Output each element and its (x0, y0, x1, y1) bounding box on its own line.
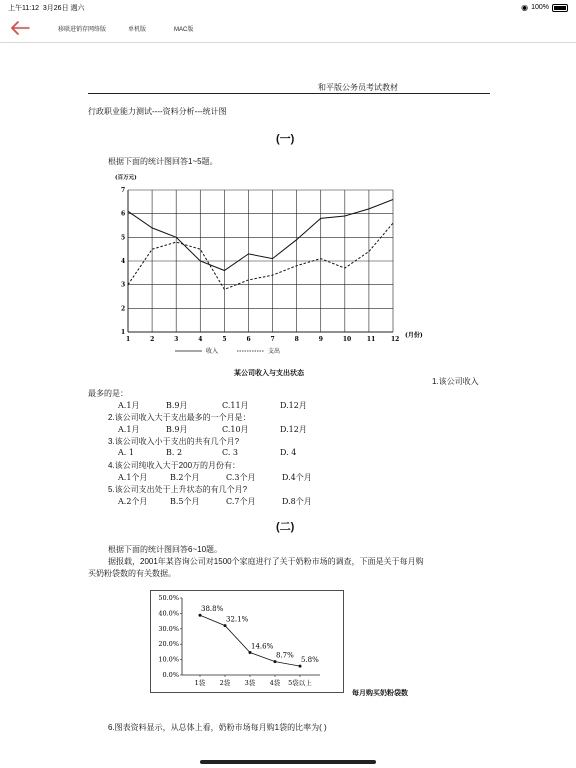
chart1-ytick-label: 7 (121, 187, 126, 194)
chart1-x-ticks (126, 336, 399, 343)
chart1-xtick-label: 7 (270, 336, 275, 343)
chart1-ytick-label: 5 (121, 234, 126, 242)
question5-option-c: C.7个月 (226, 497, 256, 506)
question1-option-d: D.12月 (280, 401, 307, 410)
question3-option-d: D. 4 (280, 448, 297, 457)
chart2-point (249, 651, 252, 654)
chart1-xtick-label: 8 (294, 336, 299, 343)
question5-option-b: B.5个月 (170, 497, 200, 506)
question4-option-c: C.3个月 (226, 473, 256, 482)
chart2-x-ticks (195, 675, 313, 687)
status-date: 3月26日 週六 (42, 5, 85, 12)
section1-intro: 根据下面的统计图回答1~5题。 (108, 157, 218, 166)
chart1-ytick-label: 4 (121, 258, 126, 265)
home-indicator (200, 760, 376, 764)
legend-income-label: 收入 (206, 348, 219, 355)
status-time-date (8, 3, 85, 13)
milk-powder-bags-line-chart (150, 590, 350, 695)
chart1-caption: 某公司收入与支出状态 (234, 370, 304, 377)
question3-option-a: A. 1 (118, 448, 134, 457)
question3-option-c: C. 3 (222, 448, 239, 457)
chart2-point (274, 660, 277, 663)
chart2-caption: 每月购买奶粉袋数 (352, 690, 408, 697)
question2-option-a: A.1月 (118, 425, 140, 434)
question6-partial: 6.图表资料显示，从总体上看，奶粉市场每月购1袋的比率为( ) (108, 723, 327, 732)
section2-intro: 根据下面的统计图回答6~10题。 (108, 545, 223, 554)
wifi-icon: ◉ (521, 3, 529, 12)
chart2-point (199, 614, 202, 617)
chart1-xtick-label: 5 (222, 336, 227, 343)
chart1-xtick-label: 10 (342, 336, 352, 343)
question1-option-a: A.1月 (118, 401, 140, 410)
document-title: 行政职业能力测试----资料分析---统计图 (88, 107, 227, 116)
status-right (521, 3, 568, 12)
chart1-ytick-label: 6 (121, 210, 126, 218)
question2-option-c: C.10月 (222, 425, 249, 434)
question4-option-a: A.1个月 (118, 473, 148, 482)
question3: 3.该公司收入小于支出的共有几个月? (108, 437, 240, 446)
income-expense-line-chart (110, 174, 423, 359)
chart1-ylabel: (百万元) (115, 175, 137, 181)
battery-icon (552, 4, 568, 12)
header-right-text: 和平版公务员考试教材 (318, 83, 398, 92)
section2-paragraph-line2: 买奶粉袋数的有关数据。 (88, 569, 176, 578)
chart1-xtick-label: 11 (366, 336, 376, 343)
chart2-xtick-label: 3袋 (244, 679, 256, 687)
question5-option-d: D.8个月 (282, 497, 312, 506)
chart1-xtick-label: 6 (246, 336, 251, 343)
status-time: 上午11:12 (8, 5, 39, 12)
question1-option-b: B.9月 (166, 401, 188, 410)
chart1-xlabel: (月份) (405, 332, 423, 339)
back-arrow-icon[interactable] (10, 20, 30, 36)
chart1-y-ticks (121, 187, 125, 336)
chart2-xtick-label: 2袋 (219, 679, 231, 687)
chart2-y-ticks (158, 594, 182, 679)
question4-option-b: B.2个月 (170, 473, 200, 482)
chart1-ytick-label: 1 (121, 329, 126, 336)
chart2-data-labels (201, 605, 319, 664)
question2: 2.该公司收入大于支出最多的一个月是： (108, 413, 251, 422)
battery-percent: 100% (531, 4, 549, 11)
chart1-xtick-label: 1 (126, 336, 131, 343)
question3-option-b: B. 2 (166, 448, 183, 457)
chart1-xtick-label: 9 (318, 336, 323, 343)
chart1-ytick-label: 2 (121, 305, 126, 313)
section1-heading: (一) (276, 133, 295, 145)
chart1-grid (128, 190, 393, 332)
chart1-ytick-label: 3 (121, 281, 126, 289)
chart1-xtick-label: 2 (150, 336, 155, 343)
chart2-xtick-label: 1袋 (194, 679, 206, 687)
chart1-xtick-label: 12 (391, 336, 400, 343)
nav-link-standalone-version[interactable]: 单机版 (128, 27, 147, 33)
chart2-data-label: 32.1% (226, 615, 249, 624)
chart2-data-label: 5.8% (301, 656, 319, 665)
chart1-xtick-label: 4 (198, 336, 203, 343)
status-bar (0, 0, 576, 14)
chart2-point (299, 665, 302, 668)
section2-paragraph-line1: 据报载，2001年某咨询公司对1500个家庭进行了关于奶粉市场的调查，下面是关于每月购 (108, 557, 424, 566)
chart2-xtick-label: 5袋以上 (288, 679, 312, 687)
question5: 5.该公司支出处于上升状态的有几个月? (108, 485, 248, 494)
question5-option-a: A.2个月 (118, 497, 148, 506)
question4-option-d: D.4个月 (282, 473, 312, 482)
chart2-ytick-label: 30.0% (158, 624, 179, 633)
chart2-xtick-label: 4袋 (269, 679, 281, 687)
chart2-frame (151, 591, 344, 693)
question1-part2: 最多的是： (88, 389, 128, 398)
chart2-data-label: 38.8% (201, 605, 224, 614)
nav-link-mac-version[interactable]: MAC版 (174, 27, 194, 33)
chart2-ytick-label: 20.0% (158, 640, 179, 649)
navigation-bar (0, 14, 576, 43)
chart2-point (224, 624, 227, 627)
question1-part1: 1.该公司收入 (432, 377, 479, 386)
chart2-data-label: 14.6% (251, 642, 274, 651)
chart2-ytick-label: 40.0% (158, 609, 179, 618)
chart2-ytick-label: 0.0% (162, 671, 179, 679)
chart1-xtick-label: 3 (174, 336, 179, 343)
question1-option-c: C.11月 (222, 401, 249, 410)
chart2-ytick-label: 10.0% (158, 655, 179, 664)
header-rule (88, 93, 490, 94)
question2-option-d: D.12月 (280, 425, 307, 434)
chart2-data-label: 8.7% (276, 651, 294, 660)
section2-heading: (二) (276, 521, 295, 533)
legend-expense-label: 支出 (268, 348, 281, 355)
question2-option-b: B.9月 (166, 425, 188, 434)
nav-link-network-version[interactable]: 移联进销存网络版 (58, 27, 107, 33)
chart2-ytick-label: 50.0% (158, 594, 179, 602)
document-page (0, 42, 576, 742)
question4: 4.该公司纯收入大于200万的月份有： (108, 461, 241, 470)
chart1-series-income-line (128, 200, 393, 271)
